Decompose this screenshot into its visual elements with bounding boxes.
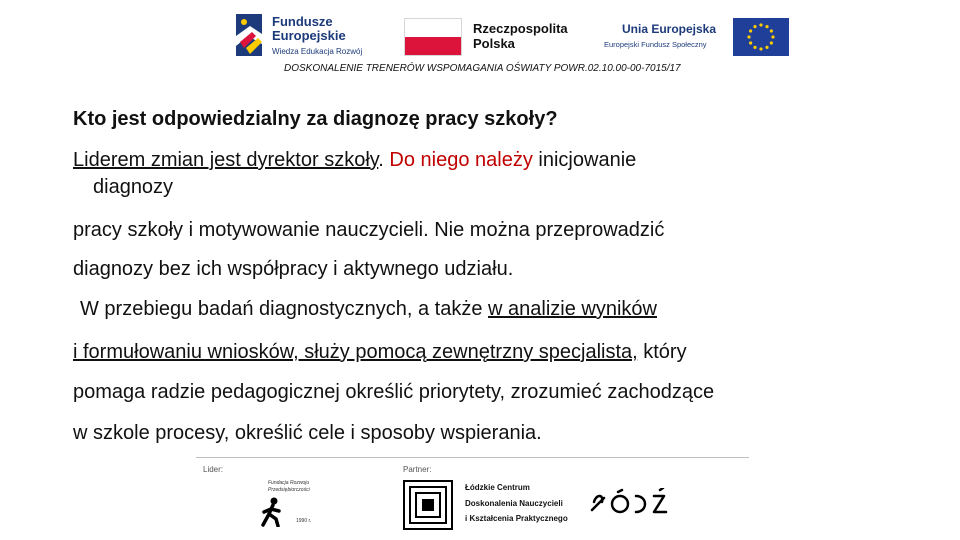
- eu-star-icon: [765, 25, 768, 28]
- lcdn-logo-line2: Doskonalenia Nauczycieli: [465, 499, 563, 508]
- fundacja-logo-line2: Przedsiębiorczości: [268, 487, 310, 493]
- eu-star-icon: [765, 46, 768, 49]
- text-line-4: diagnozy bez ich współpracy i aktywnego udziału.: [73, 258, 514, 280]
- lodz-city-logo: [590, 488, 670, 516]
- rp-logo-line1: Rzeczpospolita: [473, 21, 568, 36]
- underlined-leader-text: Liderem zmian jest dyrektor szkoły: [73, 149, 379, 171]
- footer-divider: [196, 457, 749, 458]
- line5-underlined: w analizie wyników: [488, 298, 657, 320]
- fe-logo-line2: Europejskie: [272, 28, 346, 43]
- text-line-2: diagnozy: [93, 176, 174, 198]
- project-code-line: DOSKONALENIE TRENERÓW WSPOMAGANIA OŚWIATY POWR.02.10.00-00-7015/17: [284, 63, 681, 74]
- line6-rest: który: [637, 341, 687, 363]
- polish-flag-icon: [404, 18, 462, 56]
- eu-star-icon: [753, 25, 756, 28]
- fundacja-logo-year: 1990 r.: [296, 518, 312, 524]
- eu-star-icon: [749, 41, 752, 44]
- eu-star-icon: [770, 29, 773, 32]
- line5-plain: W przebiegu badań diagnostycznych, a także: [80, 298, 489, 320]
- eu-flag-icon: [733, 18, 789, 56]
- slide-question-heading: Kto jest odpowiedzialny za diagnozę pracy szkoły?: [73, 108, 558, 130]
- line6-underlined: i formułowaniu wniosków, służy pomocą zewnętrzny specjalista,: [73, 341, 638, 363]
- text-line-6: [73, 340, 687, 364]
- eu-star-icon: [759, 23, 762, 26]
- text-line-1: [73, 148, 636, 172]
- text-line-3: pracy szkoły i motywowanie nauczycieli. Nie można przeprowadzić: [73, 219, 665, 241]
- text-line-5: [80, 297, 657, 321]
- eu-star-icon: [749, 29, 752, 32]
- partner-label: Partner:: [403, 465, 432, 474]
- fundusze-europejskie-mark-icon: [232, 12, 266, 58]
- ue-logo-line2: Europejski Fundusz Społeczny: [604, 40, 707, 49]
- lcdn-logo-line3: i Kształcenia Praktycznego: [465, 514, 568, 523]
- lcdn-square-logo-icon: [403, 480, 453, 530]
- rp-logo-line2: Polska: [473, 36, 515, 51]
- lcdn-logo-line1: Łódzkie Centrum: [465, 483, 530, 492]
- lider-label: Lider:: [203, 465, 224, 474]
- fundacja-logo-line1: Fundacja Rozwoju: [268, 480, 310, 486]
- red-highlight-text: Do niego należy: [389, 149, 533, 171]
- eu-star-icon: [770, 41, 773, 44]
- eu-star-icon: [759, 47, 762, 50]
- eu-star-icon: [747, 35, 750, 38]
- line1-rest: inicjowanie: [538, 149, 637, 171]
- text-line-8: w szkole procesy, określić cele i sposoby wspierania.: [73, 422, 542, 444]
- eu-star-icon: [753, 46, 756, 49]
- fundacja-runner-icon: [258, 497, 286, 527]
- sentence-dot: .: [378, 149, 384, 171]
- text-line-7: pomaga radzie pedagogicznej określić priorytety, zrozumieć zachodzące: [73, 381, 715, 403]
- fe-logo-line1: Fundusze: [272, 14, 333, 29]
- fundusze-europejskie-logo: [232, 12, 374, 58]
- ue-logo-line1: Unia Europejska: [622, 22, 717, 36]
- eu-star-icon: [771, 35, 774, 38]
- fe-logo-line3: Wiedza Edukacja Rozwój: [272, 47, 363, 56]
